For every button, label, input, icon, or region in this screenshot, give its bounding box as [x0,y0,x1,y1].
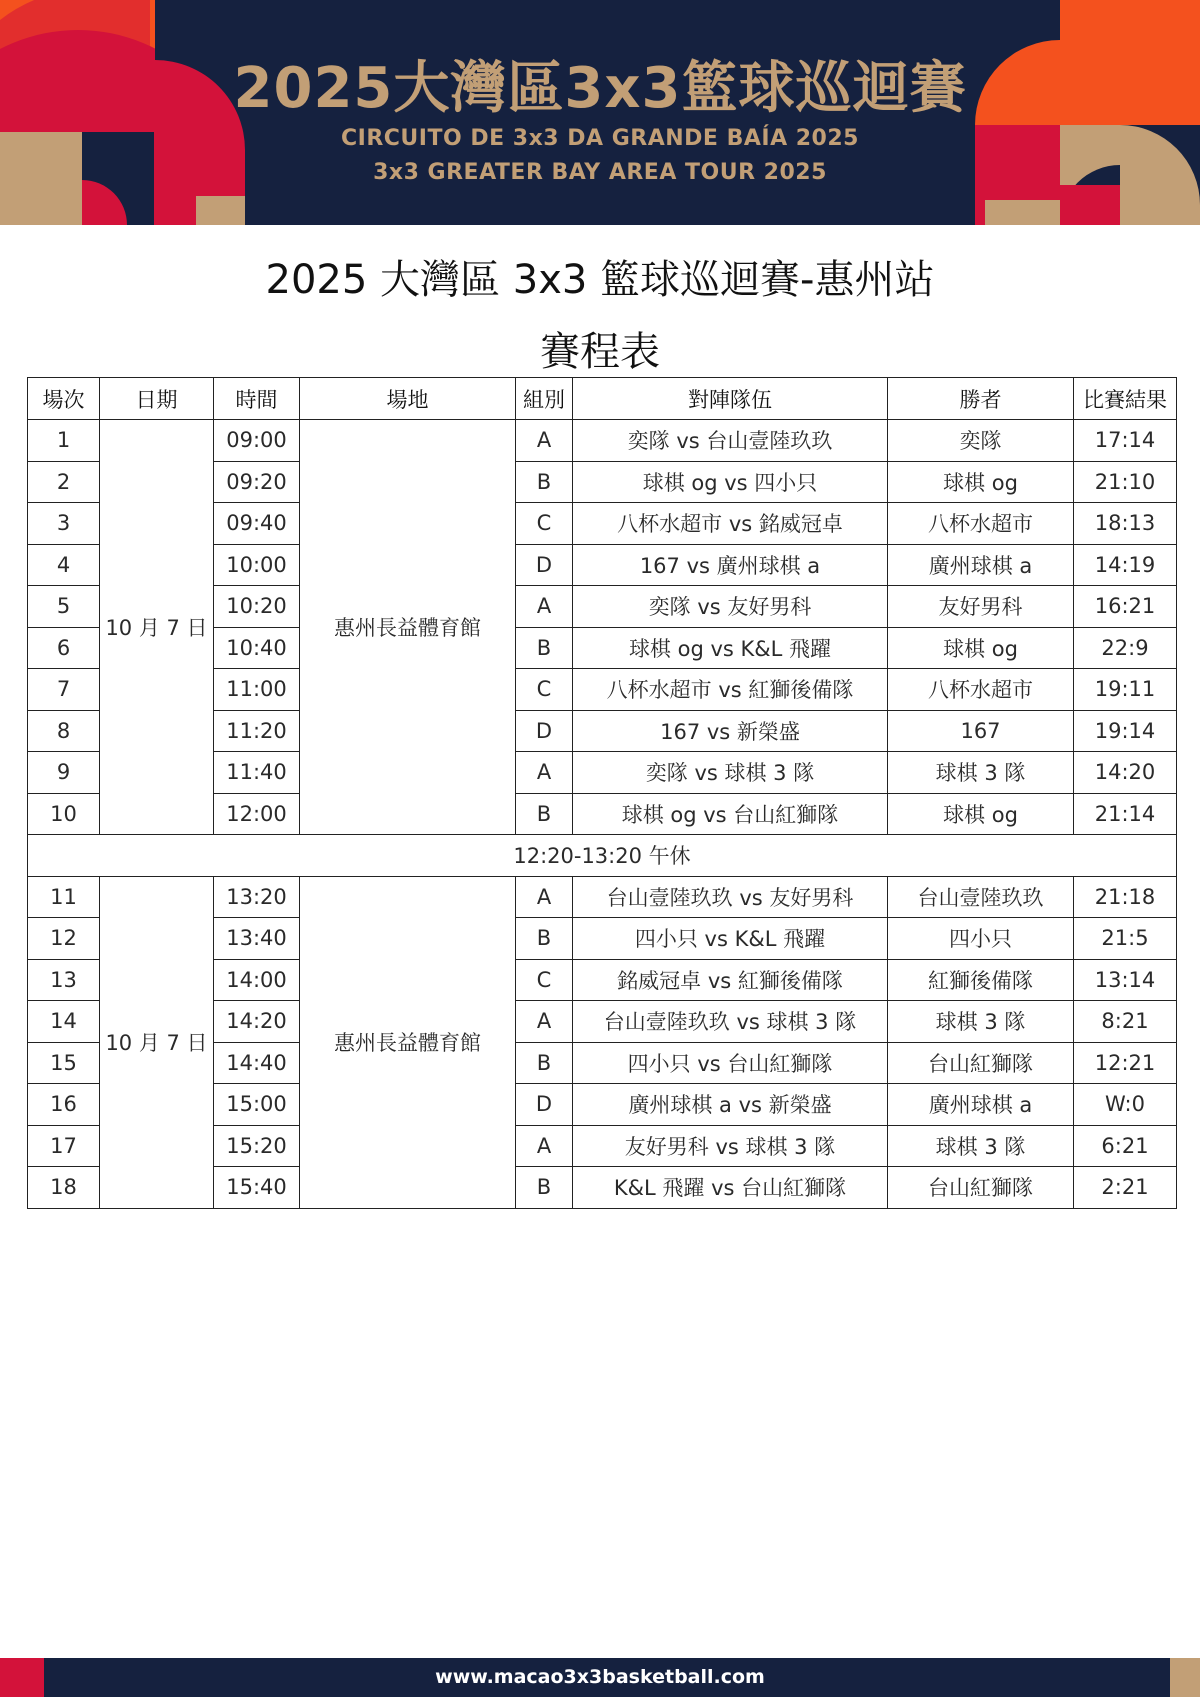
match-teams: 奕隊 vs 球棋 3 隊 [573,752,888,794]
match-number: 18 [28,1167,100,1209]
match-number: 15 [28,1042,100,1084]
match-score: 19:14 [1074,710,1177,752]
match-number: 2 [28,461,100,503]
match-group: A [516,586,573,628]
match-number: 9 [28,752,100,794]
match-number: 17 [28,1125,100,1167]
match-number: 7 [28,669,100,711]
column-header-match-no: 場次 [28,378,100,420]
match-teams: 奕隊 vs 台山壹陸玖玖 [573,420,888,462]
match-number: 14 [28,1001,100,1043]
match-time: 14:00 [214,959,300,1001]
match-teams: K&L 飛躍 vs 台山紅獅隊 [573,1167,888,1209]
match-winner: 友好男科 [888,586,1074,628]
match-winner: 紅獅後備隊 [888,959,1074,1001]
match-time: 15:40 [214,1167,300,1209]
match-score: 17:14 [1074,420,1177,462]
match-score: 16:21 [1074,586,1177,628]
match-winner: 球棋 og [888,627,1074,669]
match-score: 14:19 [1074,544,1177,586]
match-winner: 廣州球棋 a [888,544,1074,586]
match-time: 15:20 [214,1125,300,1167]
match-winner: 球棋 3 隊 [888,1125,1074,1167]
match-venue: 惠州長益體育館 [300,876,516,1208]
match-teams: 球棋 og vs 台山紅獅隊 [573,793,888,835]
banner-subtitle-en: 3x3 GREATER BAY AREA TOUR 2025 [373,160,827,185]
table-row [28,876,1177,918]
match-teams: 友好男科 vs 球棋 3 隊 [573,1125,888,1167]
match-number: 4 [28,544,100,586]
lunch-break-row [28,835,1177,877]
match-venue: 惠州長益體育館 [300,420,516,835]
match-score: 14:20 [1074,752,1177,794]
match-teams: 八杯水超市 vs 銘威冠卓 [573,503,888,545]
match-score: 19:11 [1074,669,1177,711]
match-score: 21:10 [1074,461,1177,503]
match-teams: 台山壹陸玖玖 vs 球棋 3 隊 [573,1001,888,1043]
match-teams: 廣州球棋 a vs 新榮盛 [573,1084,888,1126]
match-winner: 167 [888,710,1074,752]
match-winner: 廣州球棋 a [888,1084,1074,1126]
match-group: B [516,627,573,669]
match-winner: 球棋 3 隊 [888,752,1074,794]
match-winner: 球棋 3 隊 [888,1001,1074,1043]
match-teams: 銘威冠卓 vs 紅獅後備隊 [573,959,888,1001]
match-time: 10:20 [214,586,300,628]
match-winner: 球棋 og [888,461,1074,503]
match-number: 16 [28,1084,100,1126]
match-number: 1 [28,420,100,462]
match-time: 14:40 [214,1042,300,1084]
match-time: 10:40 [214,627,300,669]
page-title: 2025 大灣區 3x3 籃球巡迴賽-惠州站 [265,257,935,303]
match-teams: 台山壹陸玖玖 vs 友好男科 [573,876,888,918]
column-header-venue: 場地 [300,378,516,420]
banner-title: 2025大灣區3x3籃球巡迴賽 [233,56,967,121]
match-group: C [516,503,573,545]
match-teams: 球棋 og vs 四小只 [573,461,888,503]
match-group: D [516,710,573,752]
match-score: 6:21 [1074,1125,1177,1167]
match-score: 12:21 [1074,1042,1177,1084]
match-winner: 奕隊 [888,420,1074,462]
match-group: B [516,793,573,835]
match-group: B [516,1167,573,1209]
match-score: W:0 [1074,1084,1177,1126]
match-time: 13:20 [214,876,300,918]
match-time: 09:20 [214,461,300,503]
match-time: 10:00 [214,544,300,586]
match-group: C [516,959,573,1001]
match-time: 11:20 [214,710,300,752]
match-winner: 台山壹陸玖玖 [888,876,1074,918]
match-score: 21:5 [1074,918,1177,960]
match-winner: 八杯水超市 [888,669,1074,711]
match-group: A [516,876,573,918]
match-time: 11:00 [214,669,300,711]
match-score: 8:21 [1074,1001,1177,1043]
table-row [28,420,1177,462]
match-group: B [516,1042,573,1084]
footer-website-url: www.macao3x3basketball.com [435,1666,765,1688]
match-time: 13:40 [214,918,300,960]
match-group: D [516,1084,573,1126]
match-time: 11:40 [214,752,300,794]
match-number: 12 [28,918,100,960]
match-score: 13:14 [1074,959,1177,1001]
match-score: 2:21 [1074,1167,1177,1209]
match-number: 11 [28,876,100,918]
match-group: D [516,544,573,586]
match-date: 10 月 7 日 [100,420,214,835]
match-winner: 台山紅獅隊 [888,1167,1074,1209]
match-teams: 167 vs 廣州球棋 a [573,544,888,586]
header-banner [0,0,1200,225]
page-subtitle: 賽程表 [540,329,660,375]
schedule-table [27,377,1177,1209]
match-teams: 八杯水超市 vs 紅獅後備隊 [573,669,888,711]
column-header-result: 比賽結果 [1074,378,1177,420]
match-winner: 四小只 [888,918,1074,960]
match-score: 22:9 [1074,627,1177,669]
banner-subtitle-pt: CIRCUITO DE 3x3 DA GRANDE BAÍA 2025 [341,126,859,151]
column-header-time: 時間 [214,378,300,420]
match-winner: 八杯水超市 [888,503,1074,545]
match-date: 10 月 7 日 [100,876,214,1208]
match-score: 18:13 [1074,503,1177,545]
column-header-group: 組別 [516,378,573,420]
column-header-matchup: 對陣隊伍 [573,378,888,420]
match-winner: 球棋 og [888,793,1074,835]
match-teams: 奕隊 vs 友好男科 [573,586,888,628]
match-teams: 球棋 og vs K&L 飛躍 [573,627,888,669]
column-header-date: 日期 [100,378,214,420]
match-time: 09:00 [214,420,300,462]
match-number: 8 [28,710,100,752]
match-group: B [516,461,573,503]
match-number: 10 [28,793,100,835]
match-group: B [516,918,573,960]
match-time: 09:40 [214,503,300,545]
column-header-winner: 勝者 [888,378,1074,420]
match-group: A [516,1001,573,1043]
match-number: 13 [28,959,100,1001]
match-teams: 四小只 vs K&L 飛躍 [573,918,888,960]
match-winner: 台山紅獅隊 [888,1042,1074,1084]
table-header-row [28,378,1177,420]
match-time: 12:00 [214,793,300,835]
match-score: 21:14 [1074,793,1177,835]
footer-bar [0,1658,1200,1697]
match-teams: 167 vs 新榮盛 [573,710,888,752]
match-number: 3 [28,503,100,545]
lunch-break-label: 12:20-13:20 午休 [28,835,1177,877]
match-time: 15:00 [214,1084,300,1126]
match-group: A [516,420,573,462]
match-group: A [516,752,573,794]
match-score: 21:18 [1074,876,1177,918]
match-group: A [516,1125,573,1167]
match-number: 6 [28,627,100,669]
match-group: C [516,669,573,711]
match-time: 14:20 [214,1001,300,1043]
match-number: 5 [28,586,100,628]
match-teams: 四小只 vs 台山紅獅隊 [573,1042,888,1084]
